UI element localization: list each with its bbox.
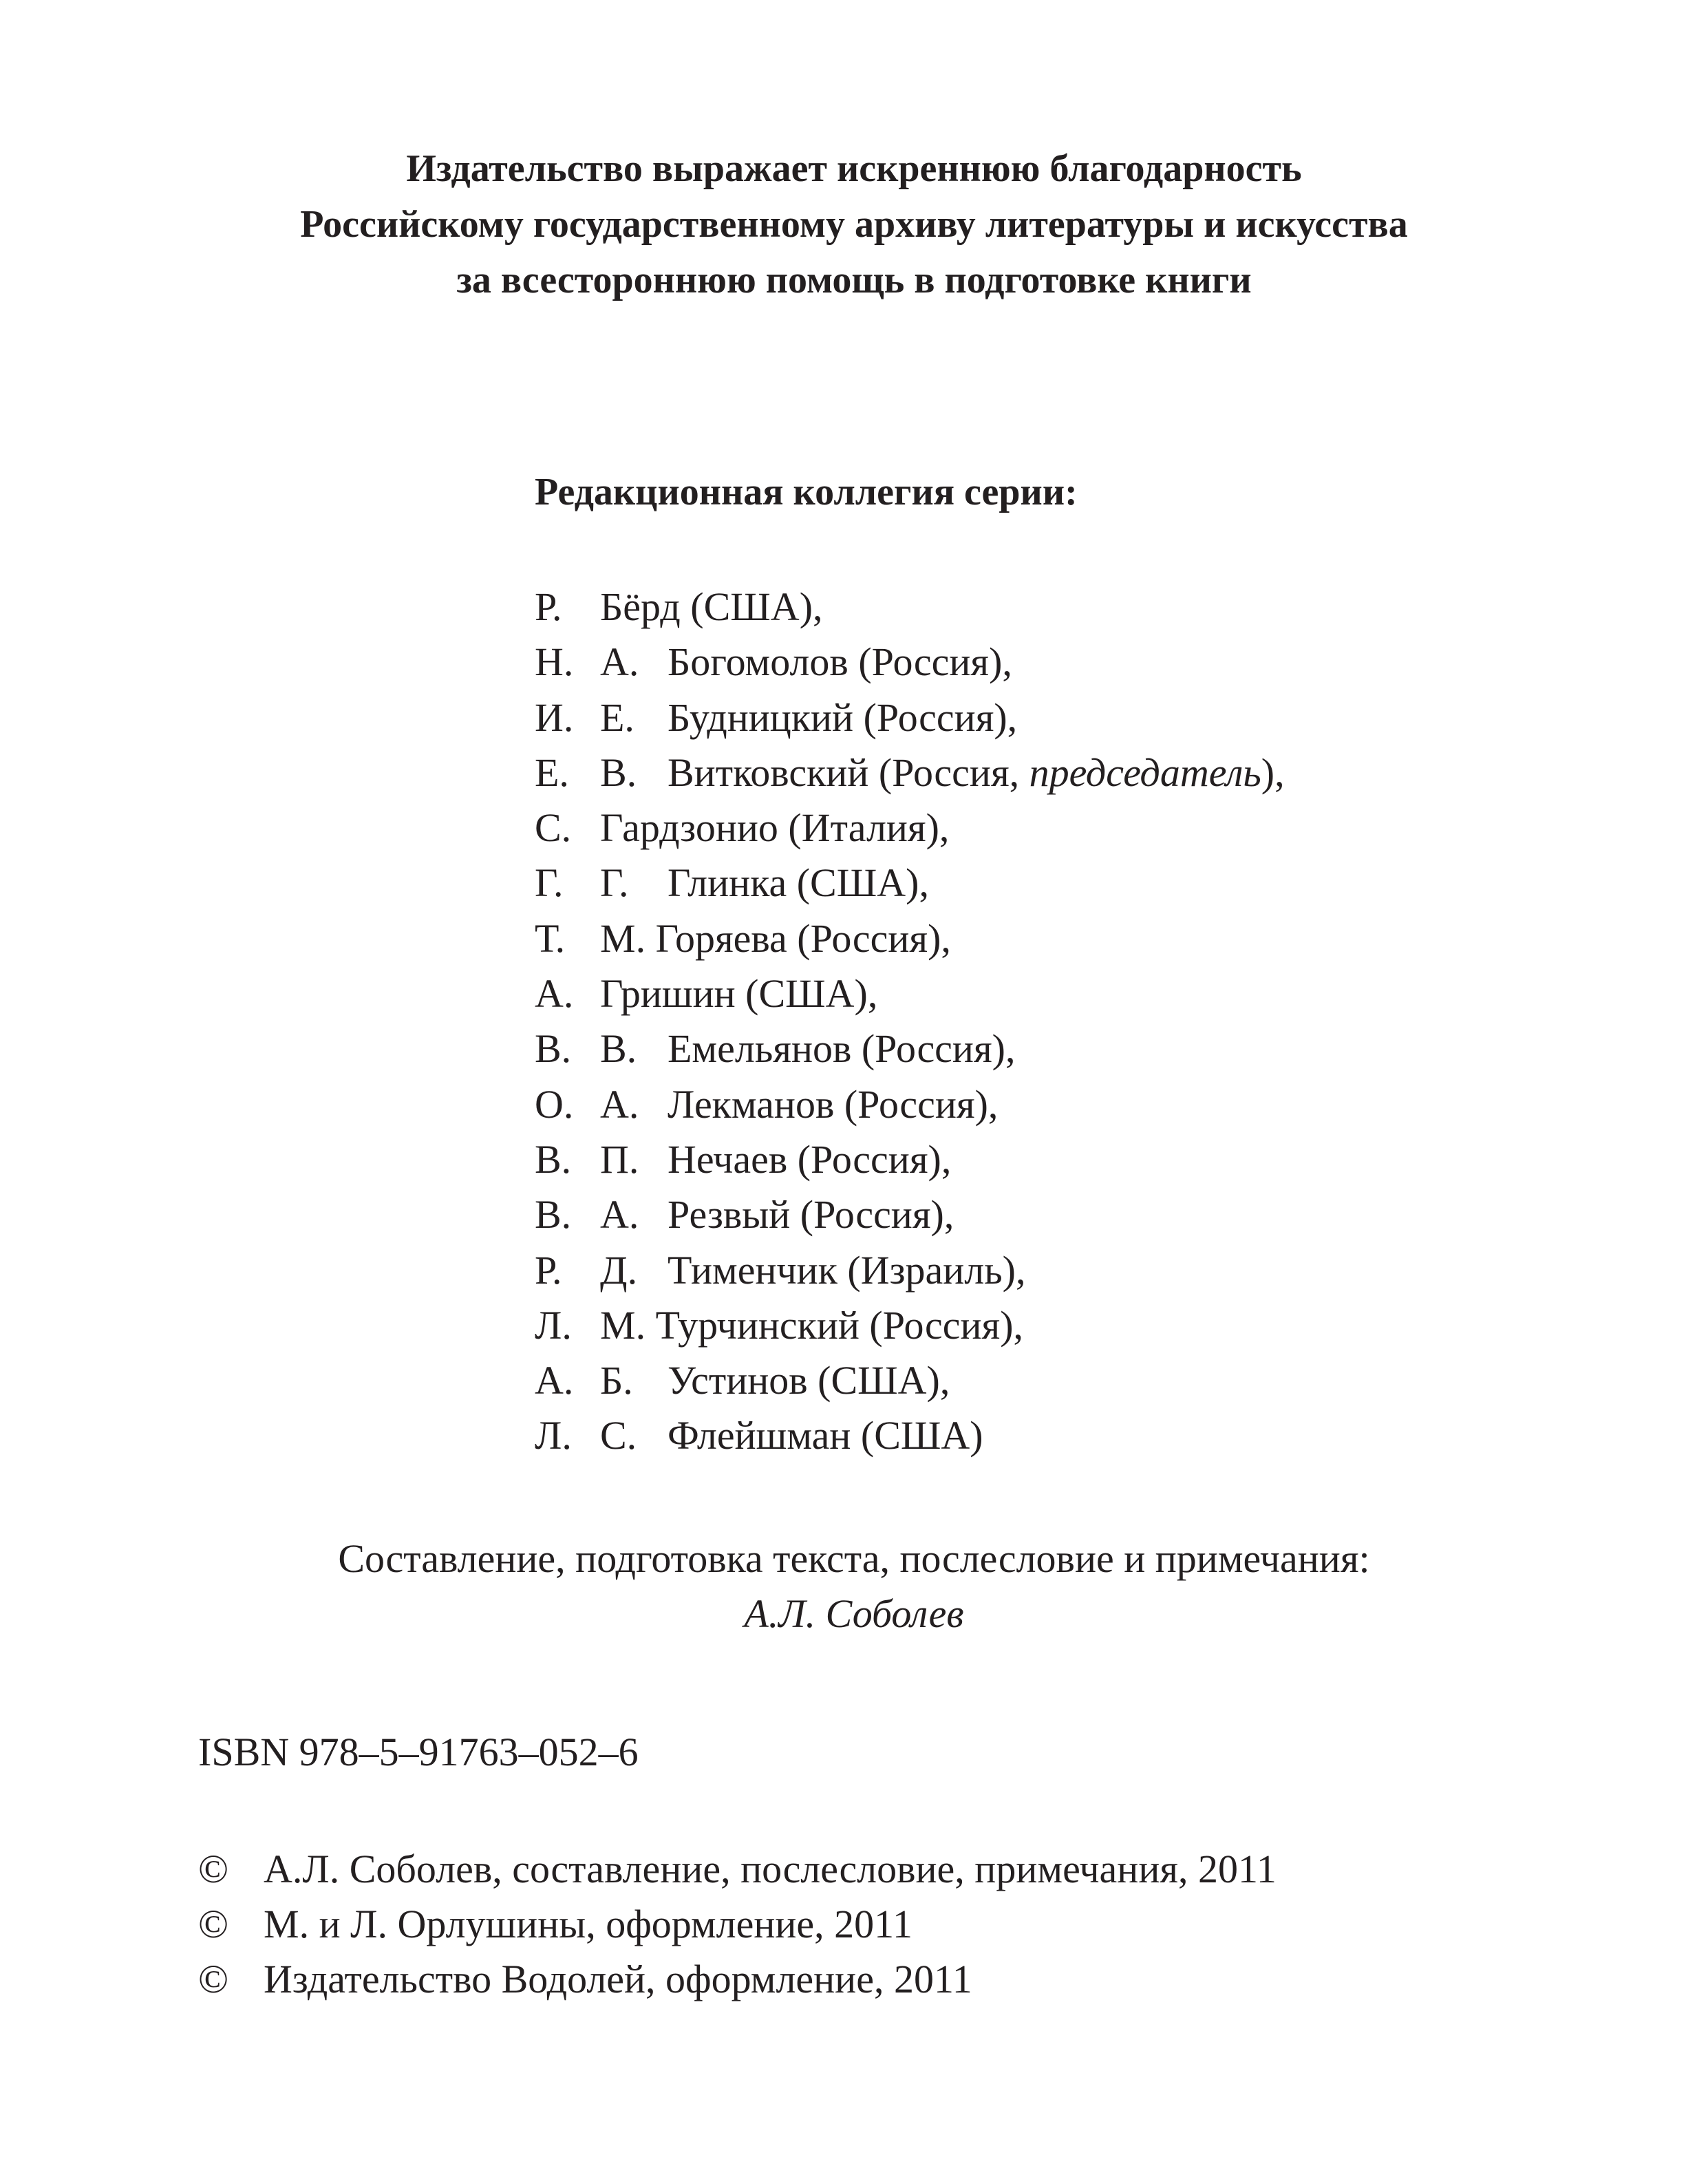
member-initial: А. (600, 1192, 639, 1237)
member-name: Резвый (Россия), (668, 1192, 954, 1237)
member-name: Глинка (США), (668, 860, 929, 906)
member-initial: Л. (535, 1302, 572, 1348)
member-name: Нечаев (Россия), (668, 1136, 952, 1182)
member-initial: Г. (535, 860, 564, 906)
member-initial: Р. (535, 584, 562, 629)
compiler-credit (0, 1531, 1708, 1641)
member-role: председатель (1029, 750, 1261, 795)
member-initial: Н. (535, 639, 574, 685)
copyright-text: М. и Л. Орлушины, оформление, 2011 (264, 1902, 912, 1946)
member-initial: В. (535, 1136, 572, 1182)
member-name: Бёрд (США), (600, 584, 823, 629)
acknowledgement-line: Российскому государственному архиву литературы и искусства (300, 203, 1408, 246)
member-initial: А. (535, 1358, 574, 1403)
member-initial: В. (600, 1026, 637, 1072)
member-name: М. Горяева (Россия), (600, 915, 951, 961)
acknowledgement-line: Издательство выражает искреннюю благодарность (406, 147, 1302, 190)
member-initial: Б. (600, 1358, 633, 1403)
member-initial: В. (600, 750, 637, 795)
compiler-name: А.Л. Соболев (744, 1591, 964, 1636)
member-initial: Т. (535, 915, 566, 961)
copyright-text: А.Л. Соболев, составление, послесловие, примечания, 2011 (264, 1847, 1277, 1891)
member-name: Лекманов (Россия), (668, 1081, 999, 1127)
member-name: Тименчик (Израиль), (668, 1247, 1026, 1293)
editorial-board-heading: Редакционная коллегия серии: (535, 471, 1078, 513)
member-initial: В. (535, 1026, 572, 1072)
member-initial: И. (535, 694, 574, 740)
acknowledgement-line: за всестороннюю помощь в подготовке книги (456, 259, 1252, 301)
member-name: Флейшман (США) (668, 1413, 983, 1458)
member-name: Гардзонио (Италия), (600, 805, 950, 851)
member-initial: О. (535, 1081, 574, 1127)
member-name: Гришин (США), (600, 971, 878, 1017)
member-name: М. Турчинский (Россия), (600, 1302, 1024, 1348)
copyright-icon: © (198, 1847, 229, 1891)
member-initial: Р. (535, 1247, 562, 1293)
member-initial: С. (600, 1413, 637, 1458)
member-initial: А. (535, 971, 574, 1017)
member-initial: Д. (600, 1247, 638, 1293)
acknowledgement-block (0, 141, 1708, 308)
member-initial: А. (600, 1081, 639, 1127)
isbn: ISBN 978–5–91763–052–6 (198, 1730, 639, 1774)
member-name: Богомолов (Россия), (668, 639, 1012, 685)
member-initial: А. (600, 639, 639, 685)
member-initial: С. (535, 805, 572, 851)
compiler-label: Составление, подготовка текста, послесловие и примечания: (338, 1536, 1370, 1581)
copyright-text: Издательство Водолей, оформление, 2011 (264, 1957, 972, 2001)
member-initial: П. (600, 1136, 639, 1182)
member-initial: Е. (535, 750, 569, 795)
copyright-icon: © (198, 1902, 229, 1946)
member-name: Емельянов (Россия), (668, 1026, 1016, 1072)
member-initial: Л. (535, 1413, 572, 1458)
member-name-text: Витковский (Россия, (668, 750, 1029, 795)
member-initial: Г. (600, 860, 629, 906)
member-name (668, 745, 1285, 800)
copyright-icon: © (198, 1957, 229, 2001)
member-initial: Е. (600, 694, 634, 740)
member-name-suffix: ), (1261, 750, 1285, 795)
member-name: Устинов (США), (668, 1358, 950, 1403)
member-name: Будницкий (Россия), (668, 694, 1018, 740)
member-initial: В. (535, 1192, 572, 1237)
